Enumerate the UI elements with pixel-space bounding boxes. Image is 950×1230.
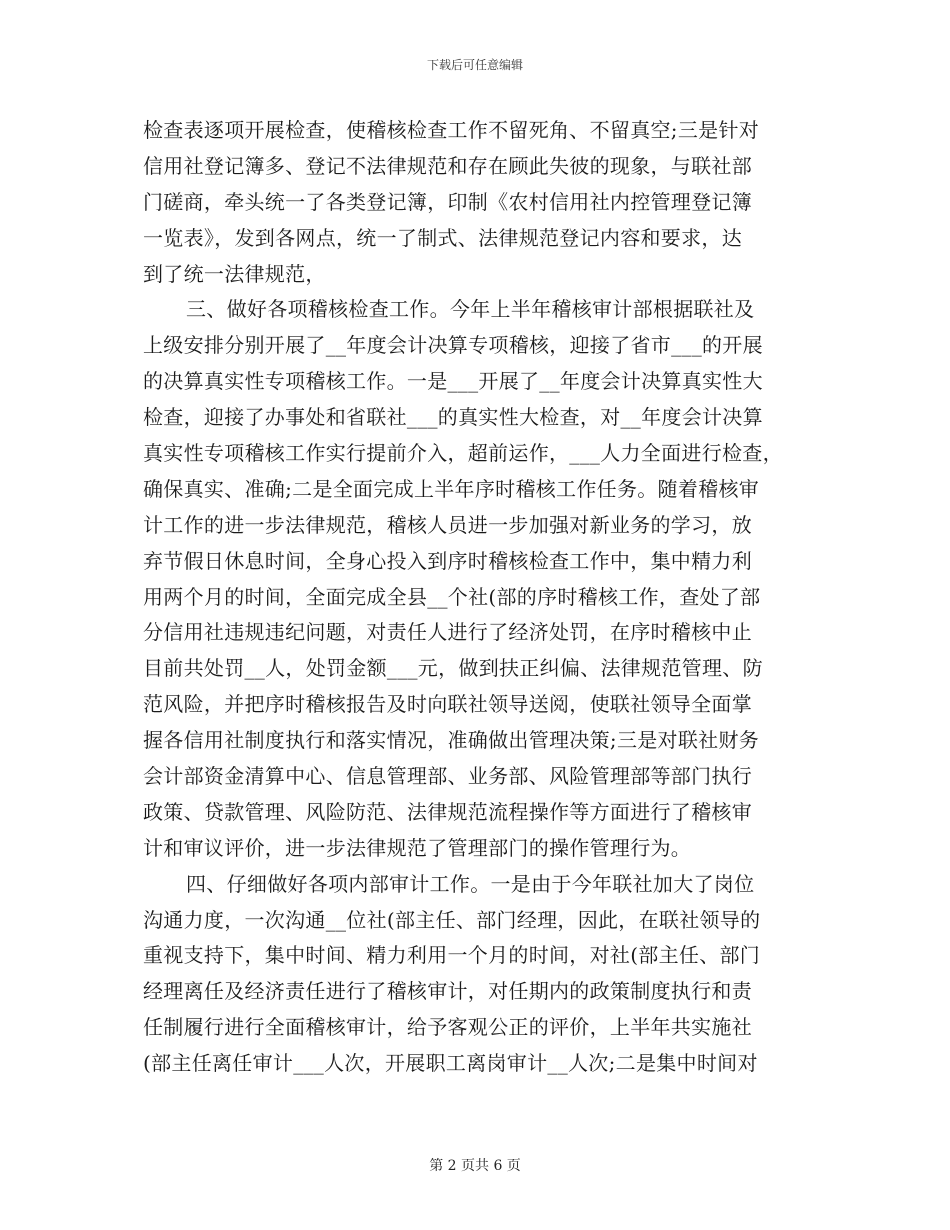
text-line: 用两个月的时间，全面完成全县__个社(部的序时稽核工作，查处了部 bbox=[143, 584, 761, 609]
text-line: 任制履行进行全面稽核审计，给予客观公正的评价，上半年共实施社 bbox=[143, 1015, 752, 1040]
text-line: 政策、贷款管理、风险防范、法律规范流程操作等方面进行了稽核审 bbox=[143, 799, 752, 824]
text-line: 计和审议评价，进一步法律规范了管理部门的操作管理行为。 bbox=[143, 835, 692, 860]
text-line: 会计部资金清算中心、信息管理部、业务部、风险管理部等部门执行 bbox=[143, 764, 752, 789]
text-line: 门磋商，牵头统一了各类登记簿，印制《农村信用社内控管理登记簿 bbox=[143, 189, 752, 214]
text-line: 重视支持下，集中时间、精力利用一个月的时间，对社(部主任、部门 bbox=[143, 943, 761, 968]
text-line: 的决算真实性专项稽核工作。一是___开展了__年度会计决算真实性大 bbox=[143, 369, 763, 394]
text-line: 经理离任及经济责任进行了稽核审计，对任期内的政策制度执行和责 bbox=[143, 979, 752, 1004]
text-line: 分信用社违规违纪问题，对责任人进行了经济处罚，在序时稽核中止 bbox=[143, 620, 752, 645]
text-line: 目前共处罚__人，处罚金额___元，做到扶正纠偏、法律规范管理、防 bbox=[143, 656, 763, 681]
text-line: 四、仔细做好各项内部审计工作。一是由于今年联社加大了岗位 bbox=[186, 871, 755, 896]
text-line: 范风险，并把序时稽核报告及时向联社领导送阅，使联社领导全面掌 bbox=[143, 692, 752, 717]
text-line: 三、做好各项稽核检查工作。今年上半年稽核审计部根据联社及 bbox=[186, 297, 755, 322]
text-line: 检查表逐项开展检查，使稽核检查工作不留死角、不留真空;三是针对 bbox=[143, 118, 760, 142]
text-line: 真实性专项稽核工作实行提前介入，超前运作，___人力全面进行检查， bbox=[143, 441, 783, 466]
text-line: 一览表》，发到各网点，统一了制式、法律规范登记内容和要求，达 bbox=[143, 225, 742, 250]
text-line: 握各信用社制度执行和落实情况，准确做出管理决策;三是对联社财务 bbox=[143, 728, 760, 753]
text-line: (部主任离任审计___人次，开展职工离岗审计__人次;二是集中时间对 bbox=[143, 1051, 758, 1076]
text-line: 弃节假日休息时间，全身心投入到序时稽核检查工作中，集中精力利 bbox=[143, 548, 752, 573]
page-header-note: 下载后可任意编辑 bbox=[426, 58, 523, 72]
text-line: 上级安排分别开展了__年度会计决算专项稽核，迎接了省市___的开展 bbox=[143, 333, 763, 358]
document-body bbox=[143, 113, 823, 1082]
text-line: 确保真实、准确;二是全面完成上半年序时稽核工作任务。随着稽核审 bbox=[143, 476, 760, 501]
text-line: 检查，迎接了办事处和省联社___的真实性大检查，对__年度会计决算 bbox=[143, 405, 763, 430]
text-line: 信用社登记簿多、登记不法律规范和存在顾此失彼的现象，与联社部 bbox=[143, 153, 752, 178]
text-line: 计工作的进一步法律规范，稽核人员进一步加强对新业务的学习，放 bbox=[143, 512, 752, 537]
text-line: 到了统一法律规范， bbox=[143, 261, 326, 286]
page-number: 第 2 页共 6 页 bbox=[429, 1158, 521, 1174]
text-line: 沟通力度，一次沟通__位社(部主任、部门经理，因此，在联社领导的 bbox=[143, 907, 761, 932]
